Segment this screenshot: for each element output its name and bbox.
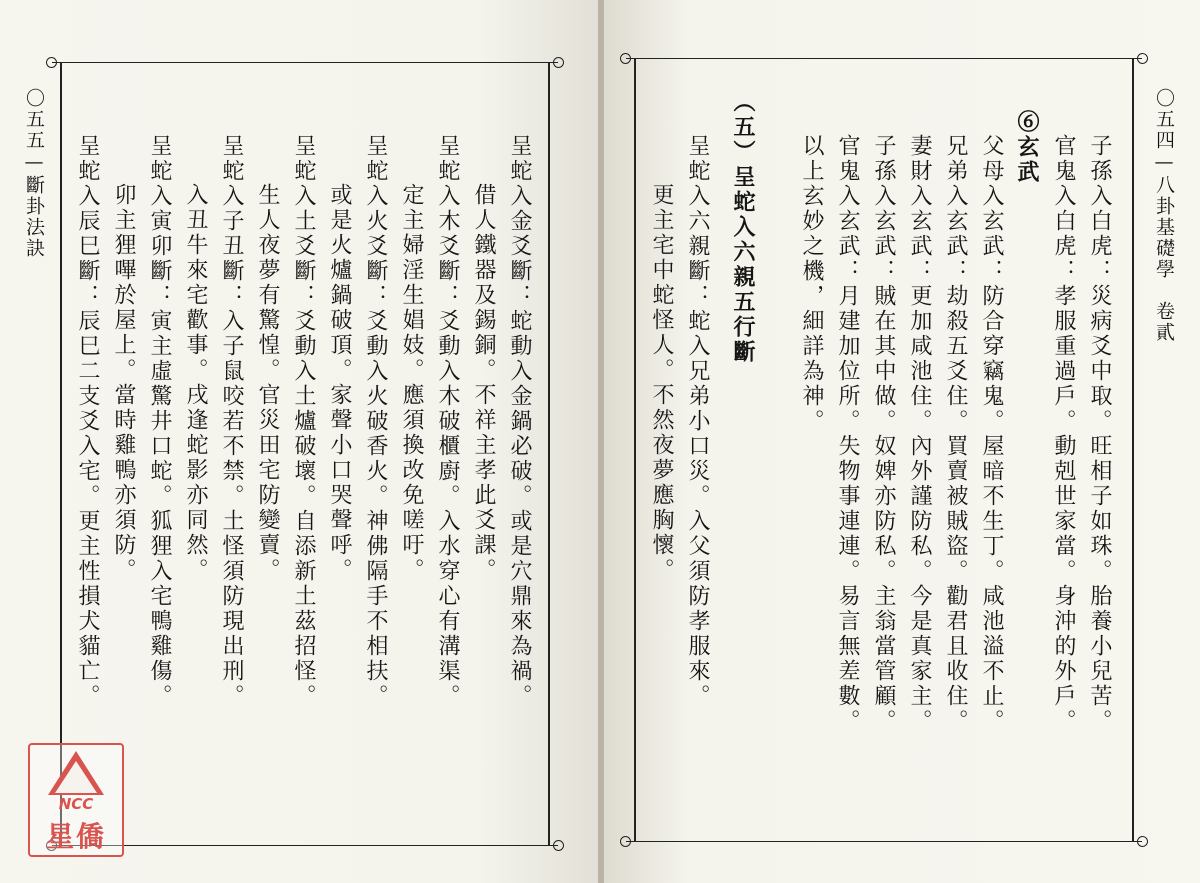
frame-corner-ornament <box>620 53 631 64</box>
frame-bottom-rule <box>52 845 558 846</box>
frame-top-rule <box>52 62 558 63</box>
text-column: 官鬼入玄武：月建加位所。失物事連連。易言無差數。 <box>835 134 860 734</box>
text-column: 呈蛇入六親斷：蛇入兄弟小口災。入父須防孝服來。 <box>685 134 710 709</box>
text-column: 呈蛇入土爻斷：爻動入土爐破壞。自添新土茲招怪。 <box>291 134 316 709</box>
running-head: 〇五四—八卦基礎學 卷貳 <box>1153 88 1175 343</box>
text-column: 呈蛇入寅卯斷：寅主虛驚井口蛇。狐狸入宅鴨雞傷。 <box>147 134 172 709</box>
frame-corner-ornament <box>46 57 57 68</box>
text-column: 生人夜夢有驚惶。官災田宅防變賣。 <box>255 183 280 583</box>
text-column: 呈蛇入火爻斷：爻動入火破香火。神佛隔手不相扶。 <box>363 134 388 709</box>
stamp-name: 星僑 <box>45 820 106 853</box>
frame-corner-ornament <box>553 840 564 851</box>
text-column: 官鬼入白虎：孝服重過戶。動剋世家當。身沖的外戶。 <box>1051 134 1076 734</box>
text-column: 卯主狸嗶於屋上。當時雞鴨亦須防。 <box>111 183 136 583</box>
publisher-stamp <box>28 743 124 857</box>
text-column: 以上玄妙之機，細詳為神。 <box>799 134 824 434</box>
text-column: 入丑牛來宅歡事。戌逢蛇影亦同然。 <box>183 183 208 583</box>
frame-corner-ornament <box>553 57 564 68</box>
right-page <box>604 0 1200 883</box>
text-column: 妻財入玄武：更加咸池住。內外謹防私。今是真家主。 <box>907 134 932 734</box>
text-column: 更主宅中蛇怪人。不然夜夢應胸懷。 <box>649 183 674 583</box>
text-column: 呈蛇入木爻斷：爻動入木破櫃廚。入水穿心有溝渠。 <box>435 134 460 709</box>
text-column: 父母入玄武：防合穿竊鬼。屋暗不生丁。咸池溢不止。 <box>979 134 1004 734</box>
frame-bottom-rule <box>626 841 1142 842</box>
text-column: 子孫入白虎：災病爻中取。旺相子如珠。胎養小兒苦。 <box>1087 134 1112 734</box>
text-column: 呈蛇入辰巳斷：辰巳二支爻入宅。更主性損犬貓亡。 <box>75 134 100 709</box>
text-column: 兄弟入玄武：劫殺五爻住。買賣被賊盜。勸君且收住。 <box>943 134 968 734</box>
frame-corner-ornament <box>1137 53 1148 64</box>
frame-corner-ornament <box>620 836 631 847</box>
frame-corner-ornament <box>1137 836 1148 847</box>
text-column: 呈蛇入金爻斷：蛇動入金鍋必破。或是穴鼎來為禍。 <box>507 134 532 709</box>
text-column: 或是火爐鍋破頂。家聲小口哭聲呼。 <box>327 183 352 583</box>
text-column: 呈蛇入子丑斷：入子鼠咬若不禁。土怪須防現出刑。 <box>219 134 244 709</box>
frame-top-rule <box>626 58 1142 59</box>
text-column: 子孫入玄武：賊在其中做。奴婢亦防私。主翁當管顧。 <box>871 134 896 734</box>
stamp-brand: NCC <box>58 795 94 813</box>
running-head: 〇五五—斷卦法訣 <box>23 88 45 259</box>
chapter-heading: （五）呈蛇入六親五行斷 <box>730 90 756 365</box>
text-column: 定主婦淫生娼妓。應須換改免嗟吁。 <box>399 183 424 583</box>
section-heading: ⑥玄武 <box>1014 110 1040 185</box>
text-column: 借人鐵器及錫銅。不祥主孝此爻課。 <box>471 183 496 583</box>
